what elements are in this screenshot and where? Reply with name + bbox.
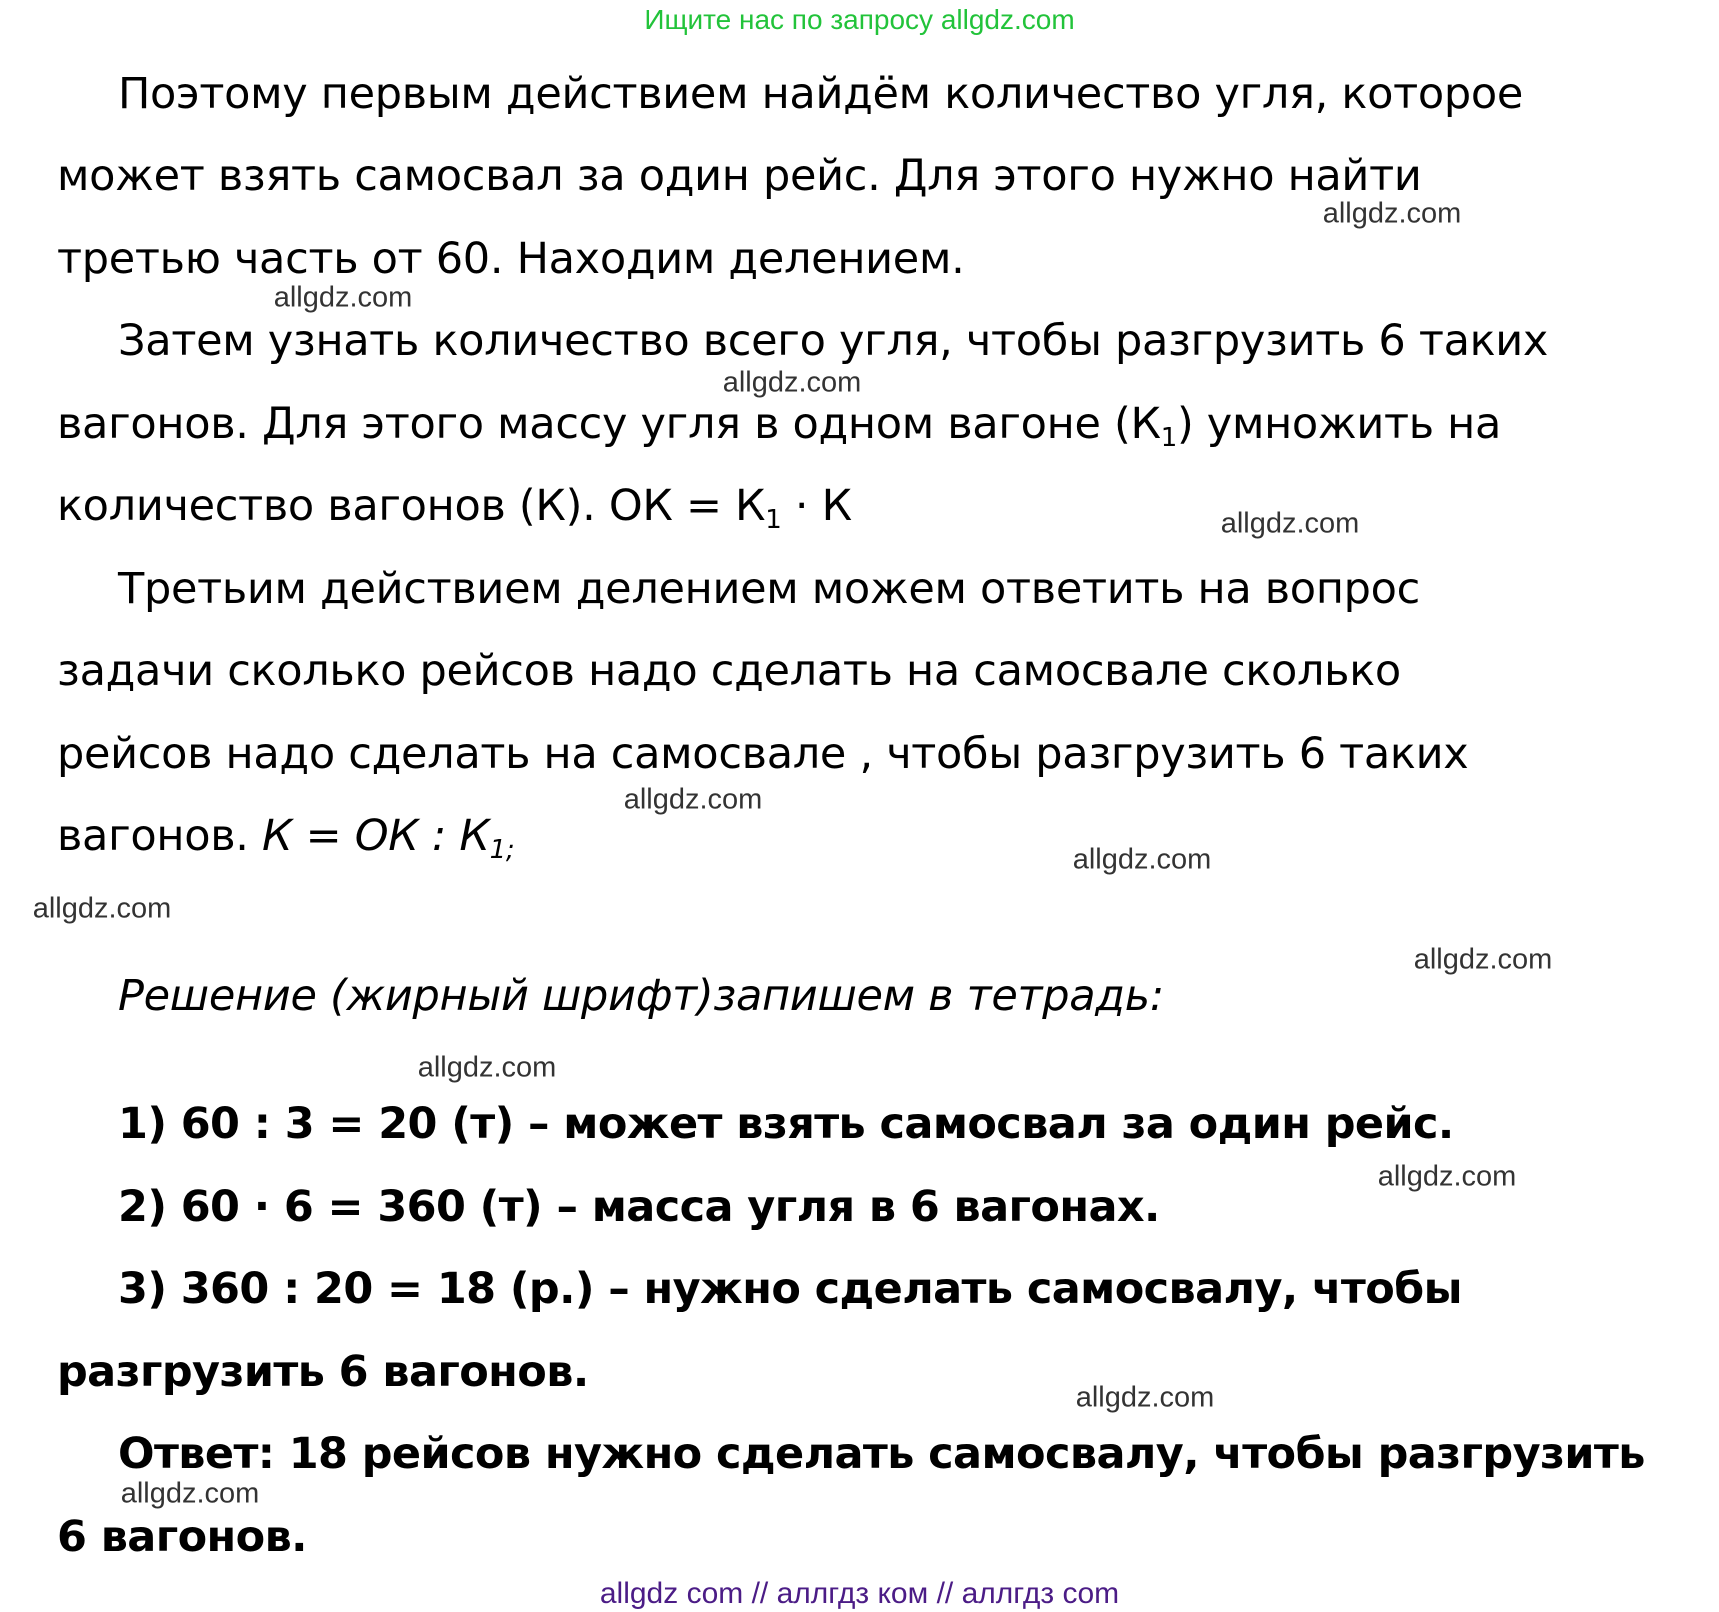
text-segment: вагонов. Для этого массу угля в одном вагоне (К [57,399,1161,449]
text-segment: может взять самосвал за один рейс. Для этого нужно найти [57,151,1422,201]
text-line [57,641,1401,701]
watermark-text: allgdz.com [623,783,763,816]
text-segment: вагонов. [57,811,262,861]
subscript: 1; [489,835,515,865]
footer-watermark: allgdz com // аллгдз ком // аллгдз com [599,1577,1120,1610]
text-segment: Поэтому первым действием найдём количество угля, которое [118,69,1523,119]
watermark-text: allgdz.com [722,366,862,399]
text-segment: 1) 60 : 3 = 20 (т) – может взять самосвал за один рейс. [118,1099,1454,1149]
text-segment: разгрузить 6 вагонов. [57,1347,589,1397]
watermark-text: allgdz.com [273,281,413,314]
text-line [118,311,1548,371]
text-line [118,1259,1462,1319]
text-segment: задачи сколько рейсов надо сделать на самосвале сколько [57,646,1401,696]
watermark-text: allgdz.com [120,1477,260,1510]
subscript: 1 [1160,423,1177,453]
text-line [57,724,1468,784]
text-line [118,559,1420,619]
watermark-text: allgdz.com [1377,1160,1517,1193]
text-segment: количество вагонов (К). ОК = К [57,481,766,531]
text-segment: Третьим действием делением можем ответить на вопрос [118,564,1420,614]
watermark-text: allgdz.com [1075,1381,1215,1414]
text-segment: 2) 60 · 6 = 360 (т) – масса угля в 6 вагонах. [118,1182,1160,1232]
text-line [57,476,852,536]
watermark-text: allgdz.com [417,1051,557,1084]
text-line [118,1424,1645,1484]
text-segment: 3) 360 : 20 = 18 (р.) – нужно сделать самосвалу, чтобы [118,1264,1462,1314]
text-segment: Затем узнать количество всего угля, чтобы разгрузить 6 таких [118,316,1549,366]
text-line [118,1094,1454,1154]
watermark-text: allgdz.com [32,892,172,925]
text-line [57,1507,307,1567]
text-line [57,806,514,866]
watermark-text: allgdz.com [1220,507,1360,540]
text-segment: третью часть от 60. Находим делением. [57,234,965,284]
text-segment: 6 вагонов. [57,1512,307,1562]
watermark-text: allgdz.com [1322,197,1462,230]
text-segment: рейсов надо сделать на самосвале , чтобы разгрузить 6 таких [57,729,1469,779]
text-line [118,64,1523,124]
text-line [57,1342,589,1402]
search-hint-header: Ищите нас по запросу allgdz.com [644,4,1075,35]
text-segment: ) умножить на [1176,399,1502,449]
watermark-text: allgdz.com [1072,843,1212,876]
text-segment: Ответ: 18 рейсов нужно сделать самосвалу, чтобы разгрузить [118,1429,1645,1479]
text-line [118,966,1164,1026]
watermark-text: allgdz.com [1413,943,1553,976]
text-line [57,229,964,289]
text-segment: К = ОК : К [262,811,490,861]
text-segment: · К [781,481,852,531]
text-line [57,394,1501,454]
text-line [118,1177,1160,1237]
subscript: 1 [765,505,782,535]
text-line [57,146,1421,206]
text-segment: Решение (жирный шрифт)запишем в тетрадь: [118,971,1164,1021]
